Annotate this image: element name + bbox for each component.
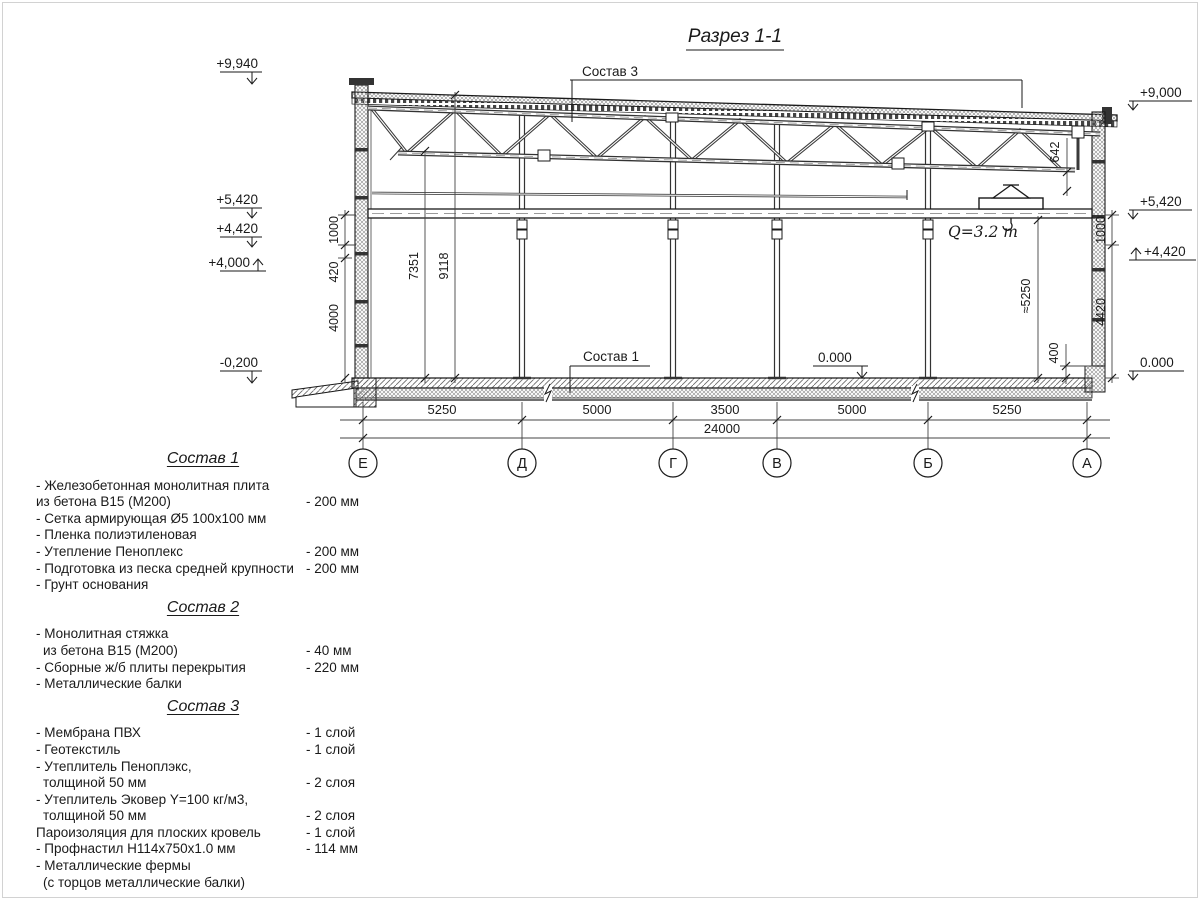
list-item: - Грунт основания: [36, 577, 149, 593]
splice-plate: [538, 150, 550, 161]
dims-inner: [407, 91, 459, 383]
chord-plate: [922, 122, 934, 131]
list-item: - Металлические балки: [36, 676, 182, 692]
dim-label: 9118: [437, 252, 451, 280]
column-splices: [517, 220, 933, 239]
composition-lists: [30, 451, 376, 891]
svg-text:+5,420: +5,420: [1140, 194, 1182, 209]
dim-label: 5000: [582, 402, 612, 417]
list-item: - Монолитная стяжка: [36, 626, 169, 642]
list-item: - Пленка полиэтиленовая: [36, 527, 197, 543]
mezzanine-beam: [368, 209, 1092, 218]
splice-plate: [892, 158, 904, 169]
dim-label: 420: [327, 261, 341, 283]
axis-label: Е: [358, 456, 368, 472]
list-item: - Железобетонная монолитная плита: [36, 477, 270, 493]
elevation-mark-floor: [813, 350, 868, 378]
floor-slab: [352, 378, 1092, 402]
list-item: толщиной 50 мм - 2 слоя: [43, 775, 356, 791]
svg-text:+5,420: +5,420: [216, 192, 258, 207]
elevation-mark: [220, 355, 262, 383]
left-foundation: [354, 378, 376, 407]
axis-label: Д: [517, 456, 527, 472]
callout-floor-label: Состав 1: [583, 349, 639, 364]
crane-bridge: [979, 198, 1043, 209]
dim-label: ≈5250: [1019, 278, 1033, 314]
dim-label: 1000: [327, 216, 341, 244]
list-item: - Металлические фермы: [36, 858, 191, 874]
dim-label: 5250: [992, 402, 1022, 417]
elevation-mark: [208, 255, 266, 271]
bearing-plate: [1072, 126, 1084, 138]
axis-label: Г: [669, 456, 677, 472]
slab-break: [911, 384, 919, 402]
crane-trolley: [993, 185, 1029, 198]
drawing-title: [686, 26, 784, 50]
list-item: - Сборные ж/б плиты перекрытия - 220 мм: [36, 659, 360, 675]
crane-capacity-label: Q=3.2 т: [948, 223, 1018, 241]
parapet-cap: [349, 78, 374, 85]
list-item: толщиной 50 мм - 2 слоя: [43, 808, 356, 824]
list-item: - Подготовка из песка средней крупности - 200 мм: [36, 560, 360, 576]
elevation-mark: [1129, 244, 1196, 260]
svg-text:+4,420: +4,420: [216, 221, 258, 236]
columns: [513, 113, 937, 379]
dim-label: 1000: [1094, 216, 1108, 244]
dim-label: 3500: [710, 402, 740, 417]
elevation-mark: [216, 221, 262, 247]
truss-bottom-chord: [390, 147, 1075, 170]
section-title: Разрез 1-1: [687, 26, 783, 47]
elevation-mark: [216, 192, 262, 218]
svg-text:+4,420: +4,420: [1144, 244, 1186, 259]
list-item: - Мембрана ПВХ - 1 слой: [36, 725, 356, 741]
elevation-marks-left: [208, 56, 266, 383]
axis-label: А: [1082, 456, 1092, 472]
left-apron: [292, 381, 358, 407]
dims-bottom: [340, 402, 1110, 449]
dim-label: 400: [1047, 342, 1061, 364]
dim-label: 5000: [837, 402, 867, 417]
composition-2-heading: Состав 2: [166, 598, 240, 616]
svg-text:+4,000: +4,000: [208, 255, 250, 270]
list-item: - Геотекстиль - 1 слой: [36, 741, 356, 757]
axis-label: Б: [923, 456, 933, 472]
axis-bubbles: [349, 449, 1101, 477]
svg-text:0.000: 0.000: [1140, 355, 1174, 370]
elevation-mark: [1128, 85, 1192, 110]
svg-text:+9,940: +9,940: [216, 56, 258, 71]
dim-label: 4420: [1094, 298, 1108, 326]
left-wall: [349, 78, 374, 378]
dim-label: 7351: [407, 252, 421, 280]
end-beam: [372, 190, 907, 200]
axis-label: В: [772, 456, 782, 472]
dim-label: 5250: [427, 402, 457, 417]
dims-left: [327, 210, 356, 383]
list-item: - Профнастил Н114х750х1.0 мм - 114 мм: [36, 841, 359, 857]
list-item: (с торцов металлические балки): [43, 874, 245, 890]
floor-level-label: 0.000: [818, 350, 852, 365]
list-item: - Сетка армирующая Ø5 100х100 мм: [36, 510, 267, 526]
slab-break: [544, 384, 552, 402]
svg-text:+9,000: +9,000: [1140, 85, 1182, 100]
elevation-mark: [216, 56, 262, 84]
callout-roof-label: Состав 3: [582, 64, 638, 79]
dim-label: 4000: [327, 304, 341, 332]
composition-1-heading: Состав 1: [166, 450, 240, 467]
svg-text:-0,200: -0,200: [219, 355, 258, 370]
right-plinth: [1085, 366, 1105, 392]
column: [513, 113, 531, 379]
elevation-mark: [1128, 194, 1192, 219]
elevation-mark: [1128, 355, 1184, 380]
elevation-marks-right: [1128, 85, 1196, 380]
dim-label: 642: [1048, 141, 1062, 163]
list-item: Пароизоляция для плоских кровель - 1 слой: [36, 824, 356, 840]
column: [664, 118, 682, 378]
list-item: - Утеплитель Пеноплэкс,: [36, 758, 192, 774]
dim-total-label: 24000: [703, 421, 741, 436]
list-item: из бетона В15 (М200) - 200 мм: [36, 494, 360, 510]
chord-plate: [666, 113, 678, 122]
list-item: из бетона В15 (М200) - 40 мм: [43, 642, 352, 658]
list-item: - Утеплитель Эковер Y=100 кг/м3,: [36, 791, 249, 807]
composition-3-heading: Состав 3: [166, 697, 240, 715]
list-item: - Утепление Пеноплекс - 200 мм: [36, 543, 360, 559]
